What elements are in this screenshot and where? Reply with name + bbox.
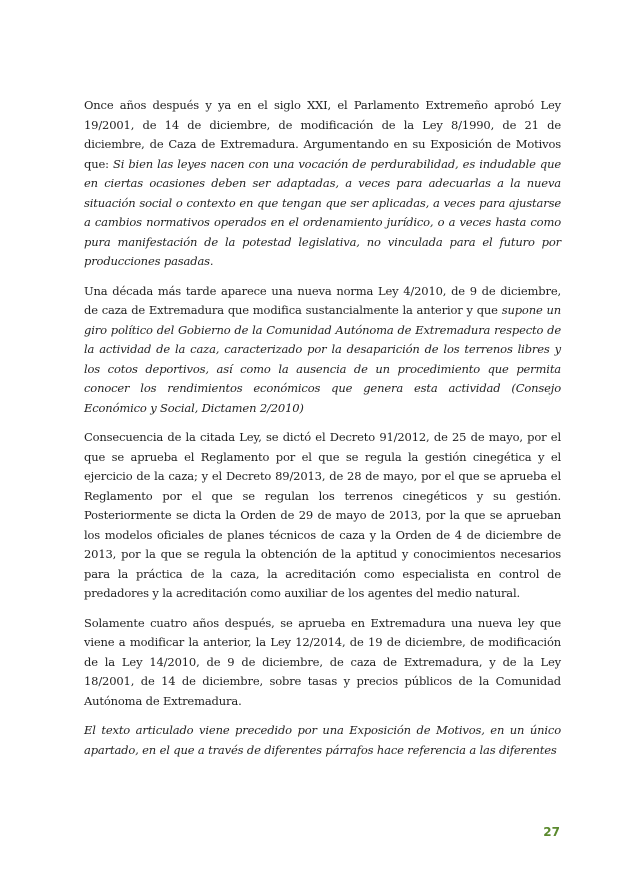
paragraph-3 xyxy=(84,428,561,604)
paragraph-1-text: Once años después y ya en el siglo XXI, el Parlamento Extremeño aprobó Ley 19/2001, de 14 de diciembre, de modificación de la Ley 8/1990, de 21 de diciembre, de Caza de Extremadura. Argumentando en su Exposición de Motivos que: xyxy=(84,98,561,171)
paragraph-2-text: Una década más tarde aparece una nueva norma Ley 4/2010, de 9 de diciembre, de caza de Extremadura que modifica sustancialmente la anterior y que xyxy=(84,283,561,317)
paragraph-3-text: Consecuencia de la citada Ley, se dictó el Decreto 91/2012, de 25 de mayo, por el que se aprueba el Reglamento por el que se regula la gestión cinegética y el ejercicio de la caza; y el Decreto 89/2013, de 28 de mayo, por el que se aprueba el Reglamento por el que se regulan los terrenos cinegéticos y su gestión. Posteriormente se dicta la Orden de 29 de mayo de 2013, por la que se aprueban los modelos oficiales de planes técnicos de caza y la Orden de 4 de diciembre de 2013, por la que se regula la obtención de la aptitud y conocimientos necesarios para la práctica de la caza, la acreditación como especialista en control de predadores y la acreditación como auxiliar de los agentes del medio natural. xyxy=(84,430,561,600)
paragraph-1 xyxy=(84,96,561,272)
paragraph-4 xyxy=(84,614,561,712)
paragraph-4-text: Solamente cuatro años después, se aprueba en Extremadura una nueva ley que viene a modificar la anterior, la Ley 12/2014, de 19 de diciembre, de modificación de la Ley 14/2010, de 9 de diciembre, de caza de Extremadura, y de la Ley 18/2001, de 14 de diciembre, sobre tasas y precios públicos de la Comunidad Autónoma de Extremadura. xyxy=(84,615,561,708)
page-number: 27 xyxy=(543,825,560,839)
paragraph-2 xyxy=(84,282,561,419)
paragraph-5-text: El texto articulado viene precedido por una Exposición de Motivos, en un único apartado, en el que a través de diferentes párrafos hace referencia a las diferentes xyxy=(84,723,561,757)
paragraph-2-quote: supone un giro político del Gobierno de la Comunidad Autónoma de Extremadura respecto de la actividad de la caza, caracterizado por la desaparición de los terrenos libres y los cotos deportivos, así como la ausencia de un procedimiento que permita conocer los rendimientos económicos que genera esta actividad (Consejo Económico y Social, Dictamen 2/2010) xyxy=(84,303,561,415)
paragraph-1-quote: Si bien las leyes nacen con una vocación de perdurabilidad, es indudable que en ciertas ocasiones deben ser adaptadas, a veces para adecuarlas a la nueva situación social o contexto en que tengan que ser aplicadas, a veces para ajustarse a cambios normativos operados en el ordenamiento jurídico, o a veces hasta como pura manifestación de la potestad legislativa, no vinculada para el futuro por producciones pasadas. xyxy=(84,156,561,268)
paragraph-5 xyxy=(84,721,561,760)
body-text xyxy=(84,96,561,760)
